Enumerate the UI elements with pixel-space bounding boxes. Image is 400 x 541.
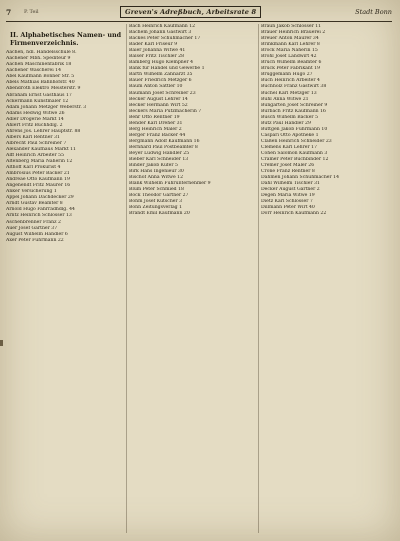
directory-entry: Dietz Karl Schlosser 7 bbox=[261, 199, 313, 205]
column-divider bbox=[258, 24, 259, 533]
directory-entry: Ackermann Kunstmaler 12 bbox=[6, 98, 69, 104]
directory-entry: Aachener Mbh. Spediteur 9 bbox=[6, 56, 71, 62]
directory-entry: Butz Paul Händler 29 bbox=[261, 120, 311, 126]
directory-entry: Buchholz Franz Gastwirt 38 bbox=[261, 84, 327, 90]
page-header bbox=[6, 5, 392, 19]
directory-entry: Arntz Heinrich Schlosser 13 bbox=[6, 213, 72, 219]
directory-entry: Behr Otto Rentner 19 bbox=[129, 114, 180, 120]
directory-entry: Decker August Gärtner 2 bbox=[261, 187, 320, 193]
directory-entry: Brandt Emil Kaufmann 20 bbox=[129, 211, 190, 217]
directory-entry: Becker August Lehrer 14 bbox=[129, 96, 188, 102]
directory-entry: Baier Johanna Witwe 41 bbox=[129, 48, 186, 54]
directory-entry: Cramer Peter Buchbinder 12 bbox=[261, 157, 329, 163]
directory-entry: Bank für Handel und Gewerbe 1 bbox=[129, 66, 205, 72]
directory-entry: Burbach Fritz Kaufmann 16 bbox=[261, 108, 326, 114]
directory-entry: Büchel Karl Metzger 13 bbox=[261, 90, 317, 96]
directory-entry: Angenendt Fritz Maurer 16 bbox=[6, 183, 71, 189]
directory-entry: Berger Franz Bäcker 44 bbox=[129, 132, 186, 138]
directory-entry: Ahlert Fritz Buchhdlg. 2 bbox=[6, 122, 63, 128]
directory-entry: Balser Fritz Tischler 28 bbox=[129, 54, 185, 60]
directory-entry: Albers Karl Rentner 31 bbox=[6, 134, 60, 140]
directory-entry: Dörr Heinrich Kaufmann 22 bbox=[261, 211, 327, 217]
directory-entry: Axer Peter Fuhrmann 22 bbox=[6, 237, 64, 243]
directory-entry: Albrecht Paul Schreiner 7 bbox=[6, 140, 67, 146]
directory-entry: Aachener Wäscherei 14 bbox=[6, 68, 61, 74]
directory-entry: Backes Peter Schuhmacher 17 bbox=[129, 36, 201, 42]
directory-entry: Abendroth Elektro Meisterstr. 9 bbox=[6, 86, 81, 92]
directory-entry: Baum Anton Sattler 10 bbox=[129, 84, 183, 90]
column-1 bbox=[6, 24, 124, 535]
page-number: 7 bbox=[6, 7, 12, 17]
directory-entry: Bühl Anna Witwe 21 bbox=[261, 96, 309, 102]
directory-entry: Binder Jakob Küfer 5 bbox=[129, 163, 178, 169]
directory-entry: Bonn Zeitungsverlag 1 bbox=[129, 205, 183, 211]
directory-entry: Adam Johann Metzger Weberstr. 3 bbox=[6, 104, 87, 110]
directory-entry: Crone Franz Rentner 8 bbox=[261, 169, 315, 175]
directory-entry: Altenberg Maria Näherin 12 bbox=[6, 159, 73, 165]
directory-entry: Arnold Hugo Fahrradhdlg. 44 bbox=[6, 207, 75, 213]
directory-entry: Brück Peter Fabrikant 19 bbox=[261, 66, 321, 72]
directory-entry: Buch Heinrich Arbeiter 4 bbox=[261, 78, 320, 84]
directory-entry: Clemens Karl Lehrer 17 bbox=[261, 144, 317, 150]
directory-entry: Bamberg Hugo Klempner 4 bbox=[129, 60, 194, 66]
column-3 bbox=[261, 24, 392, 535]
directory-entry: Alexander Kaufhaus Markt 11 bbox=[6, 146, 76, 152]
directory-entry: Birk Hans Ingenieur 30 bbox=[129, 169, 184, 175]
section-title: II. Alphabetisches Namen- und Firmenverzeichnis. bbox=[10, 31, 122, 47]
directory-entry: Beckers Maria Putzmacherin 7 bbox=[129, 108, 202, 114]
directory-entry: Auer Josef Gärtner 37 bbox=[6, 225, 58, 231]
column-2 bbox=[129, 24, 257, 535]
directory-entry: Appel Johann Dachdecker 29 bbox=[6, 195, 74, 201]
directory-entry: Bender Karl Dreher 31 bbox=[129, 120, 183, 126]
directory-entry: Dahmen Johann Schuhmacher 14 bbox=[261, 175, 339, 181]
directory-entry: Althoff Karl Prokurist 4 bbox=[6, 165, 61, 171]
directory-entry: Beyer Ludwig Händler 25 bbox=[129, 150, 190, 156]
directory-entry: Degen Maria Witwe 19 bbox=[261, 193, 315, 199]
directory-entry: Busch Wilhelm Bäcker 5 bbox=[261, 114, 318, 120]
directory-entry: Bernhard Paul Postbeamter 8 bbox=[129, 144, 198, 150]
directory-entry: Adams Hedwig Witwe 26 bbox=[6, 110, 65, 116]
directory-entry: Baumann Josef Schreiner 23 bbox=[129, 90, 196, 96]
directory-entry: Claßen Heinrich Schneider 23 bbox=[261, 138, 332, 144]
directory-entry: Alff Heinrich Arbeiter 55 bbox=[6, 152, 65, 158]
directory-entry: Adler Drogerie Markt 14 bbox=[6, 116, 64, 122]
directory-entry: Bader Karl Friseur 9 bbox=[129, 42, 178, 48]
directory-entry: Cohen Salomon Kaufmann 3 bbox=[261, 150, 328, 156]
directory-entry: Ahrens Jos. Lehrer Hauptstr. 88 bbox=[6, 128, 81, 134]
directory-entry: Bischof Anna Witwe 12 bbox=[129, 175, 184, 181]
directory-entry: Berg Heinrich Maler 2 bbox=[129, 126, 182, 132]
directory-entry: Abels Mathias Bahnhofstr. 40 bbox=[6, 80, 75, 86]
directory-entry: Dillmann Peter Wirt 40 bbox=[261, 205, 315, 211]
directory-entry: Bröhl Josef Landwirt 42 bbox=[261, 54, 317, 60]
directory-entry: Bruch Wilhelm Beamter 6 bbox=[261, 60, 322, 66]
page-edge-mark bbox=[0, 340, 3, 346]
directory-entry: Dahl Wilhelm Tischler 31 bbox=[261, 181, 320, 187]
header-right: Stadt Bonn bbox=[355, 8, 392, 16]
directory-entry: Barth Wilhelm Zahnarzt 35 bbox=[129, 72, 193, 78]
directory-entry: Brüggemann Hugo 27 bbox=[261, 72, 313, 78]
directory-entry: August Wilhelm Händler 6 bbox=[6, 231, 68, 237]
column-divider bbox=[126, 24, 127, 533]
directory-entry: Abraham Ernst Gasthaus 17 bbox=[6, 92, 72, 98]
directory-entry: Caspari Otto Apotheke 1 bbox=[261, 132, 319, 138]
directory-entry: Brinkmann Karl Lehrer 8 bbox=[261, 42, 320, 48]
directory-entry: Andreae Otto Kaufmann 19 bbox=[6, 177, 70, 183]
directory-entry: Aschenbrenner Franz 2 bbox=[6, 219, 61, 225]
directory-entry: Büttgen Jakob Fuhrmann 10 bbox=[261, 126, 328, 132]
directory-entry: Breuer Anton Maurer 34 bbox=[261, 36, 319, 42]
directory-entry: Anker Versicherung 1 bbox=[6, 189, 57, 195]
directory-entry: Cremer Josef Maler 26 bbox=[261, 163, 315, 169]
directory-entry: Blank Wilhelm Fuhrunternehmer 9 bbox=[129, 181, 211, 187]
directory-entry: Becker Hermann Wirt 52 bbox=[129, 102, 188, 108]
directory-entry: Brauer Heinrich Brauerei 2 bbox=[261, 30, 326, 36]
directory-entry: Bock Theodor Gärtner 27 bbox=[129, 193, 189, 199]
header-rule bbox=[6, 21, 392, 22]
directory-entry: Bergmann Adolf Kaufmann 16 bbox=[129, 138, 200, 144]
header-prefix: P. Teil bbox=[24, 9, 39, 15]
directory-entry: Arndt Gustav Beamter 8 bbox=[6, 201, 63, 207]
directory-entry: Bieber Karl Schneider 13 bbox=[129, 157, 189, 163]
directory-entry: Braun Jakob Schlosser 11 bbox=[261, 24, 322, 29]
directory-entry: Ambrosius Peter Bäcker 21 bbox=[6, 171, 70, 177]
directory-entry: Brock Maria Näherin 15 bbox=[261, 48, 318, 54]
directory-entry: Böhm Josef Kutscher 3 bbox=[129, 199, 183, 205]
directory-entry: Bach Heinrich Kaufmann 12 bbox=[129, 24, 196, 29]
directory-entry: Bauer Friedrich Metzger 6 bbox=[129, 78, 192, 84]
directory-entry: Bachem Johann Gastwirt 3 bbox=[129, 30, 192, 36]
directory-entry: Abel Kaufmann Bonner Str. 5 bbox=[6, 74, 75, 80]
directory-entry: Blum Peter Schmied 18 bbox=[129, 187, 184, 193]
directory-entry: Aachen Maschinenfabrik 18 bbox=[6, 62, 72, 68]
directory-entry: Aachen, hdl. Handelsschule 8. bbox=[6, 50, 77, 56]
directory-entry: Bungarten Josef Schreiner 9 bbox=[261, 102, 328, 108]
running-title: Greven's Adreßbuch, Arbeitsrate 8 bbox=[120, 6, 261, 18]
